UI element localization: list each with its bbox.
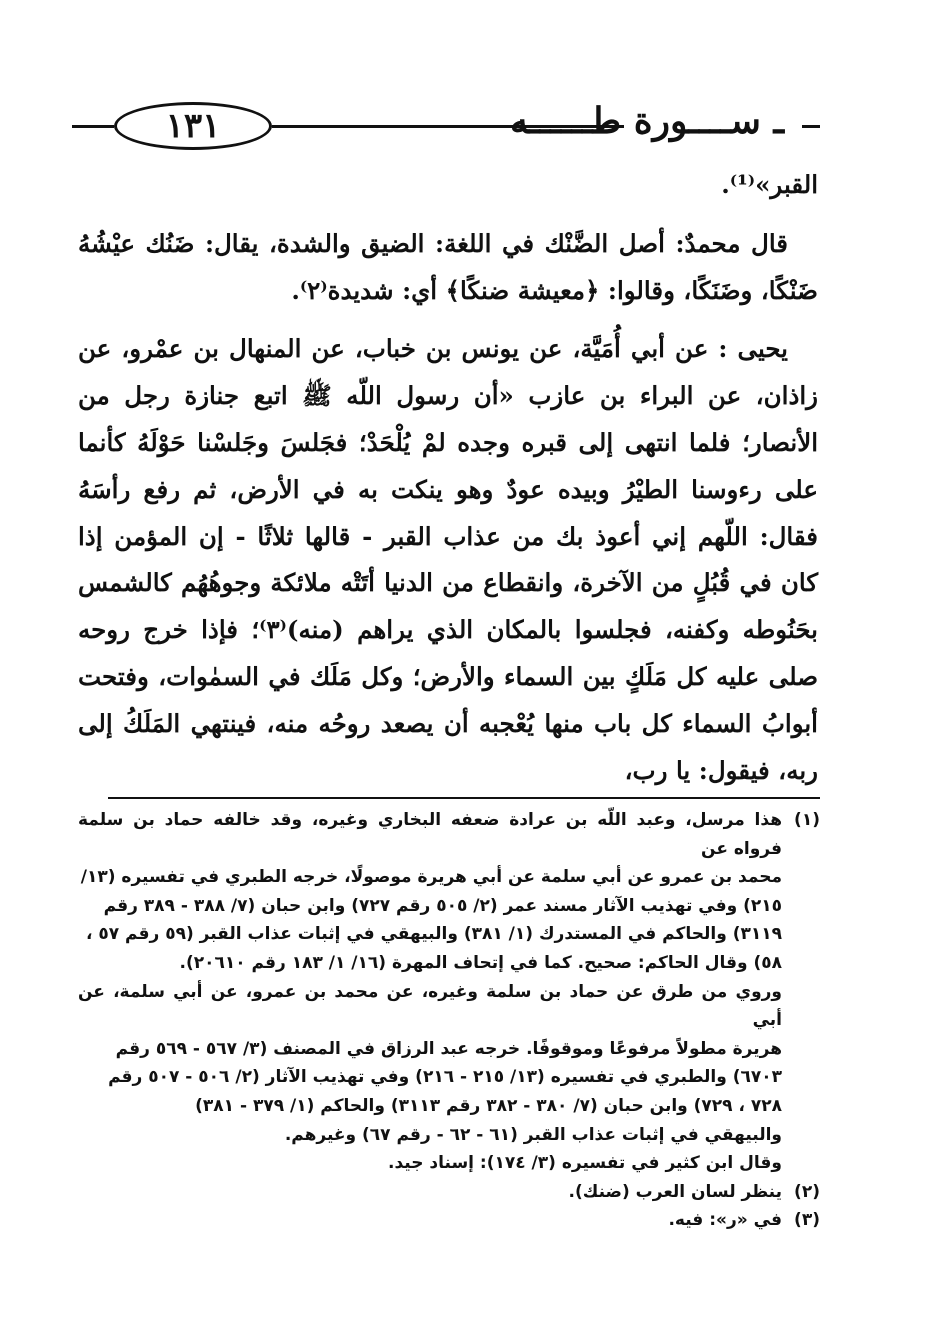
- footnote-text: [78, 1178, 782, 1207]
- footnote-line: ٥٨) وقال الحاكم: صحيح. كما في إتحاف المهرة (١٦/ ١/ ١٨٣ رقم ٢٠٦١٠).: [179, 952, 782, 973]
- footnote-line: هذا مرسل، وعبد اللّه بن عرادة ضعفه البخاري وغيره، وقد خالفه حماد بن سلمة فرواه عن: [78, 810, 782, 859]
- footnote-number: (١): [794, 810, 820, 830]
- footnote-3: [78, 1206, 820, 1235]
- paragraph-hadith: [78, 326, 818, 794]
- footnote-line: ٦٧٠٣) والطبري في تفسيره (١٣/ ٢١٥ - ٢١٦) وفي تهذيب الآثار (٢/ ٥٠٦ - ٥٠٧ رقم: [108, 1067, 782, 1088]
- header-rule-left: [72, 125, 114, 128]
- footnote-line: ٧٢٨ ، ٧٢٩) وابن حبان (٧/ ٣٨٠ - ٣٨٢ رقم ٣١١٣) والحاكم (١/ ٣٧٩ - ٣٨١): [195, 1095, 782, 1116]
- page-number: ١٣١: [114, 102, 272, 150]
- footnote-line: ينظر لسان العرب (ضنك).: [568, 1181, 782, 1202]
- footnote-1: [78, 806, 820, 1178]
- hadith-text: : عن أبي أُمَيَّة، عن يونس بن خباب، عن المنهال بن عمْرو، عن زاذان، عن البراء بن عازب «أن رسول اللّه ﷺ اتبع جنازة رجل من الأنصار؛ فلما انتهى إلى قبره وجده لمْ يُلْحَدْ؛ فجَلسَ وجَلسْنا حَوْلَهُ كأنما على رءوسنا الطيْرُ وبيده عودٌ وهو ينكت به في الأرض، ثم رفع رأسَهُ فقال: اللّهم إني أعوذ بك من عذاب القبر - قالها ثلاثًا - إن المؤمن إذا كان في قُبُلٍ من الآخرة، وانقطاع من الدنيا أتَتْه ملائكة وجوهُهُم كالشمس بحَنُوطه وكفنه، فجلسوا بالمكان الذي يراهم (منه)⁽٣⁾؛ فإذا خرج روحه صلى عليه كل مَلَكٍ بين السماء والأرض؛ وكل مَلَك في السمٰوات، وفتحت أبوابُ السماء كل باب منها يُعْجبه أن يصعد روحُه منه، فينتهي المَلَكُ إلى ربه، فيقول: يا رب،: [78, 334, 818, 785]
- footnote-line: ٢١٥) وفي تهذيب الآثار مسند عمر (٢/ ٥٠٥ رقم ٧٢٧) وابن حبان (٧/ ٣٨٨ - ٣٨٩ رقم: [103, 895, 782, 916]
- header-rule-right: [802, 125, 820, 128]
- main-text: [78, 162, 818, 794]
- surah-title: ـ ســــورة طــــــه: [509, 100, 784, 142]
- footnote-line: محمد بن عمرو عن أبي سلمة عن أبي هريرة موصولًا، خرجه الطبري في تفسيره (١٣/: [80, 867, 782, 888]
- footnote-text: [78, 1206, 782, 1235]
- page-header: [72, 94, 820, 158]
- opening-line: القبر»⁽¹⁾.: [721, 170, 818, 199]
- footnote-2: [78, 1178, 820, 1207]
- footnote-number: (٣): [794, 1210, 820, 1231]
- paragraph-definition: قال محمدٌ: أصل الضَّنْك في اللغة: الضيق والشدة، يقال: ضَنُك عيْشُهُ ضَنْكًا، وضَنَكًا، وقالوا: ﴿معيشة ضنكًا﴾ أي: شديدة⁽٢⁾.: [78, 228, 818, 305]
- footnote-text: [78, 806, 782, 1178]
- footnote-line: وروي من طرق عن حماد بن سلمة وغيره، عن محمد بن عمرو، عن أبي سلمة، عن أبي: [78, 981, 782, 1031]
- footnote-line: هريرة مطولاً مرفوعًا وموقوفًا. خرجه عبد الرزاق في المصنف (٣/ ٥٦٧ - ٥٦٩ رقم: [115, 1038, 782, 1059]
- footnotes: [78, 806, 820, 1235]
- speaker-name: يحيى: [737, 334, 788, 364]
- footnote-number: (٢): [794, 1181, 820, 1202]
- footnote-line: والبيهقي في إثبات عذاب القبر (٦١ - ٦٢ - رقم ٦٧) وغيرهم.: [284, 1124, 782, 1145]
- footnote-line: وقال ابن كثير في تفسيره (٣/ ١٧٤): إسناد جيد.: [388, 1153, 782, 1174]
- footnote-line: في «ر»: فيه.: [668, 1210, 782, 1231]
- footnote-line: ٣١١٩) والحاكم في المستدرك (١/ ٣٨١) والبيهقي في إثبات عذاب القبر (٥٩ رقم ٥٧ ،: [85, 924, 782, 945]
- footnote-separator: [108, 797, 820, 799]
